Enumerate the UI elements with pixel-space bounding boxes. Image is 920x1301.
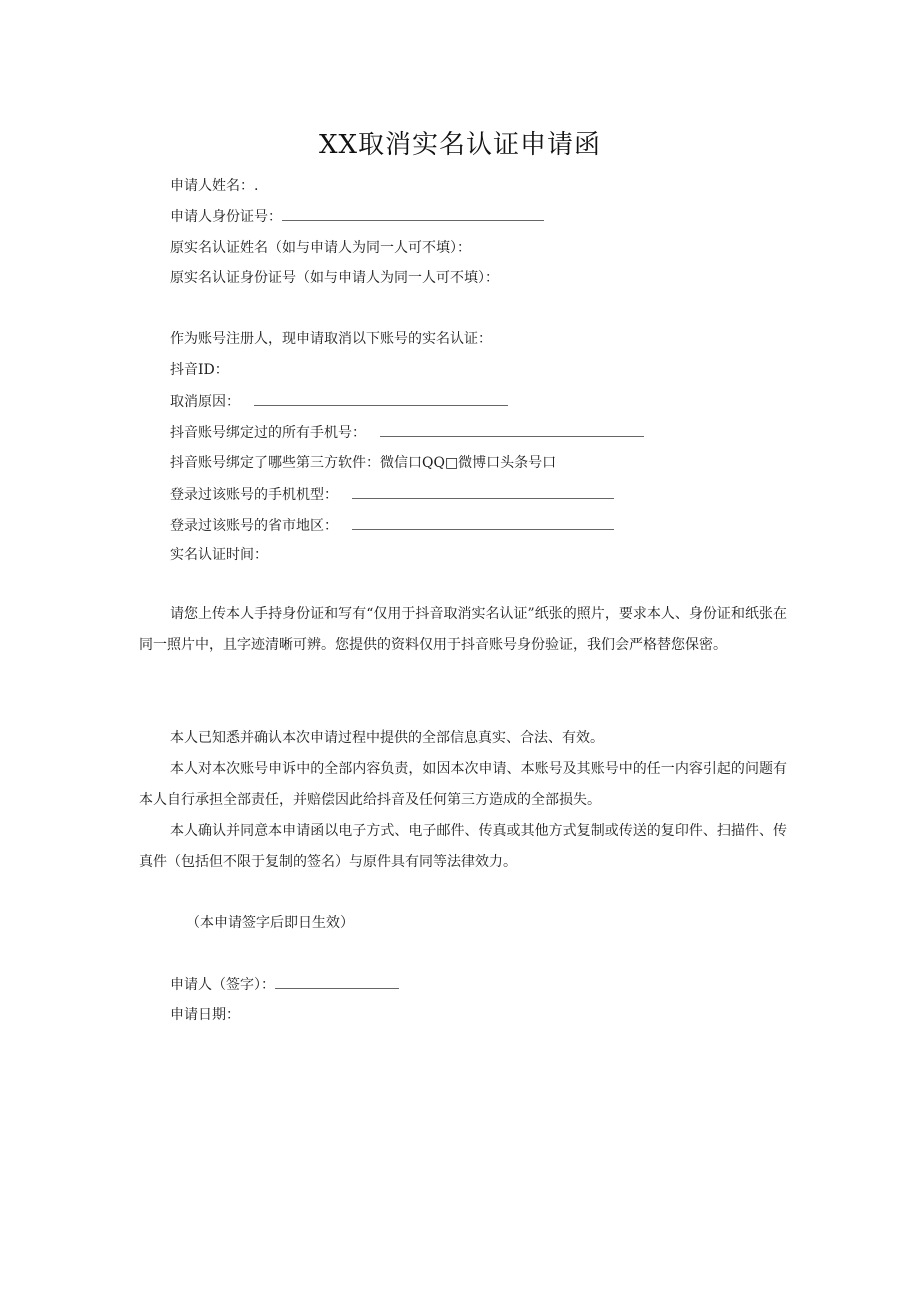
intro-text: 作为账号注册人，现申请取消以下账号的实名认证： bbox=[170, 331, 492, 347]
cancel-reason-label: 取消原因： bbox=[170, 394, 240, 410]
original-id-line bbox=[170, 268, 499, 288]
effective-note: （本申请签字后即日生效） bbox=[186, 915, 354, 931]
date-line bbox=[170, 1005, 240, 1025]
electronic-paragraph: 本人确认并同意本申请函以电子方式、电子邮件、传真或其他方式复制或传送的复印件、扫描件、传真件（包括但不限于复制的签名）与原件具有同等法律效力。 bbox=[139, 823, 787, 870]
third-party-label: 抖音账号绑定了哪些第三方软件：微信口QQ□微博口头条号口 bbox=[170, 455, 557, 471]
cancel-reason-line bbox=[170, 391, 508, 412]
phone-model-field[interactable] bbox=[352, 484, 614, 499]
applicant-name-label: 申请人姓名：. bbox=[170, 178, 259, 194]
applicant-id-line bbox=[170, 206, 544, 227]
phones-line bbox=[170, 422, 644, 443]
page-title: XX取消实名认证申请函 bbox=[318, 130, 602, 160]
phone-model-line bbox=[170, 484, 614, 505]
phones-field[interactable] bbox=[380, 422, 644, 437]
upload-paragraph: 请您上传本人手持身份证和写有“仅用于抖音取消实名认证”纸张的照片，要求本人、身份证和纸张在同一照片中，且字迹清晰可辨。您提供的资料仅用于抖音账号身份验证，我们会严格替您保密。 bbox=[139, 606, 787, 653]
intro-line bbox=[170, 329, 492, 349]
douyin-id-label: 抖音ID： bbox=[170, 362, 229, 378]
region-field[interactable] bbox=[352, 515, 614, 530]
signature-field[interactable] bbox=[275, 974, 399, 989]
region-label: 登录过该账号的省市地区： bbox=[170, 518, 338, 534]
responsibility-paragraph: 本人对本次账号申诉中的全部内容负责，如因本次申请、本账号及其账号中的任一内容引起的问题有本人自行承担全部责任，并赔偿因此给抖音及任何第三方造成的全部损失。 bbox=[139, 761, 787, 808]
verify-time-line bbox=[170, 545, 268, 565]
region-line bbox=[170, 515, 614, 536]
third-party-line bbox=[170, 453, 556, 473]
signer-label: 申请人（签字）： bbox=[170, 977, 275, 993]
date-label: 申请日期： bbox=[170, 1007, 240, 1023]
original-name-line bbox=[170, 238, 471, 258]
applicant-id-label: 申请人身份证号： bbox=[170, 209, 282, 225]
original-id-label: 原实名认证身份证号（如与申请人为同一人可不填）： bbox=[170, 270, 499, 286]
applicant-name-line bbox=[170, 176, 258, 196]
douyin-id-line bbox=[170, 360, 229, 380]
applicant-id-field[interactable] bbox=[282, 206, 544, 221]
signer-line bbox=[170, 974, 399, 995]
cancel-reason-field[interactable] bbox=[254, 391, 508, 406]
verify-time-label: 实名认证时间： bbox=[170, 547, 268, 563]
confirm-truth-paragraph: 本人已知悉并确认本次申请过程中提供的全部信息真实、合法、有效。 bbox=[170, 730, 604, 746]
phone-model-label: 登录过该账号的手机机型： bbox=[170, 487, 338, 503]
original-name-label: 原实名认证姓名（如与申请人为同一人可不填）： bbox=[170, 240, 471, 256]
phones-label: 抖音账号绑定过的所有手机号： bbox=[170, 425, 366, 441]
